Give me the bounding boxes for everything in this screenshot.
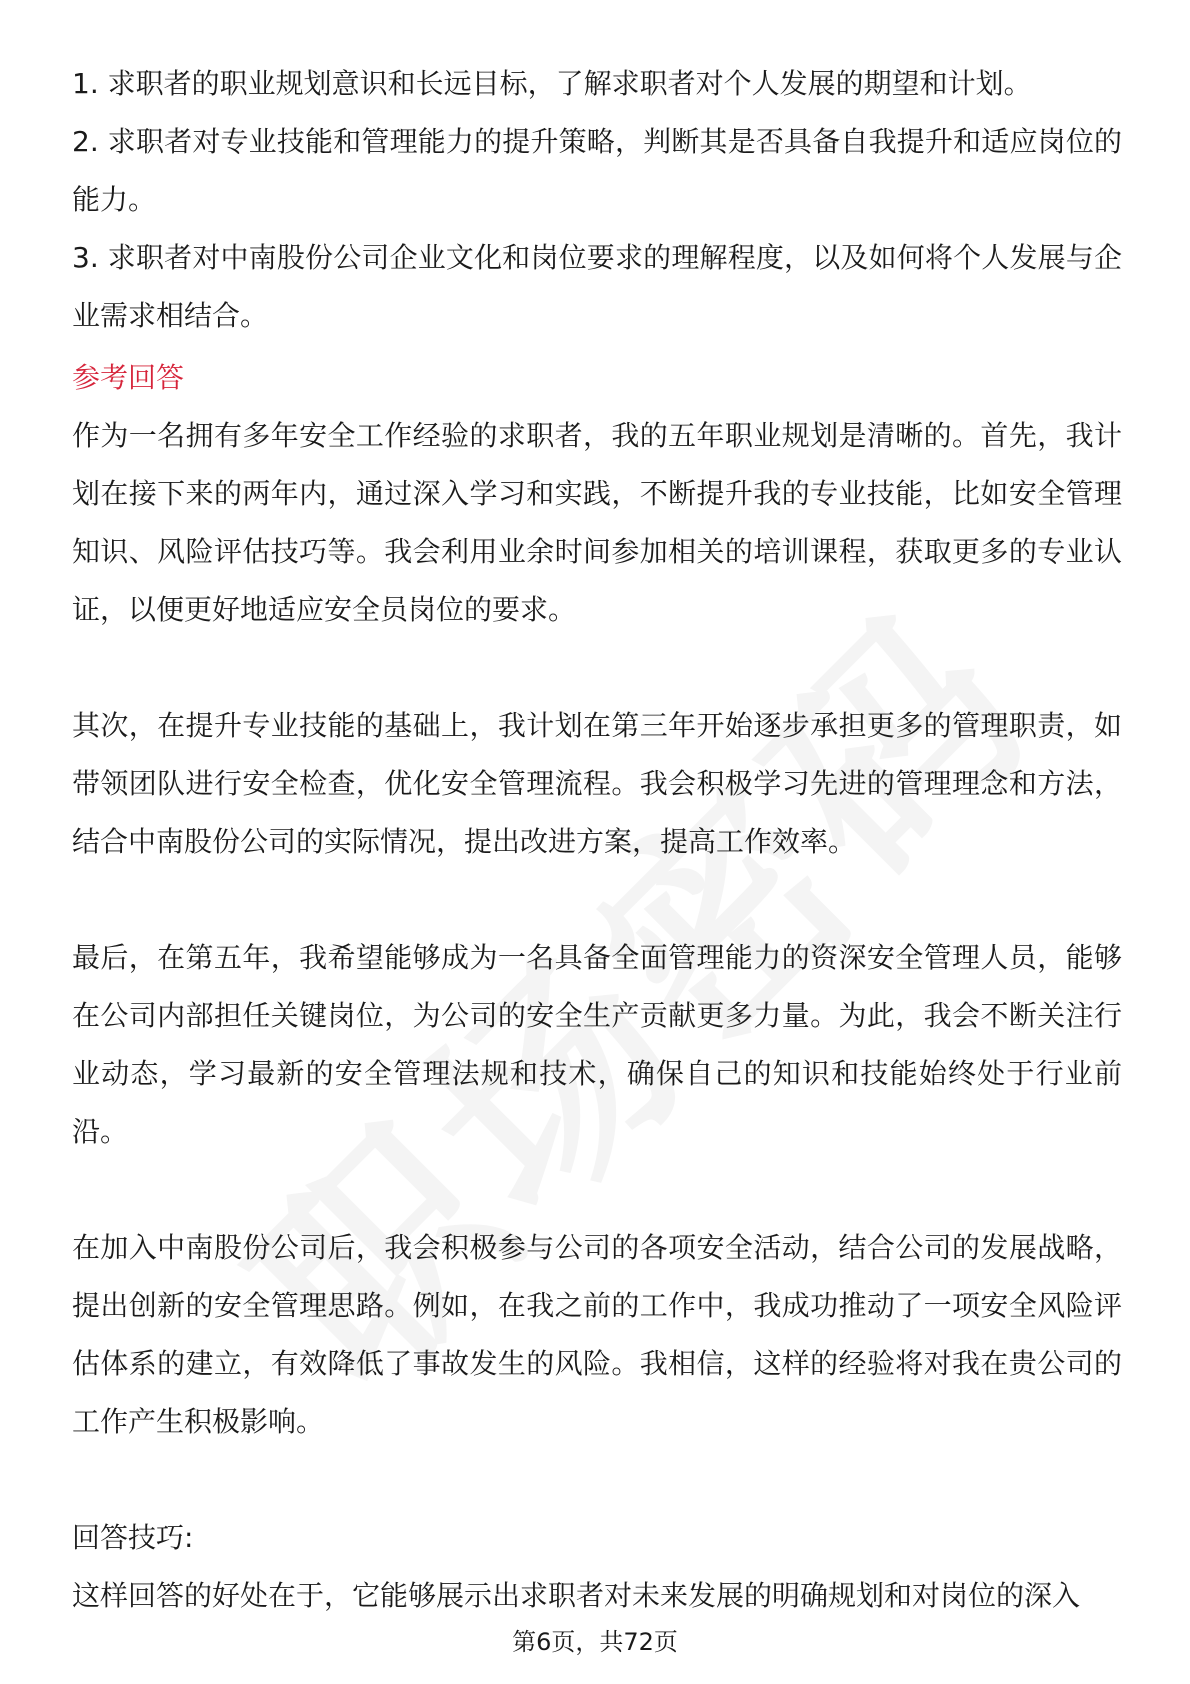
tips-text: 这样回答的好处在于，它能够展示出求职者对未来发展的明确规划和对岗位的深入 xyxy=(72,1579,1081,1612)
evaluation-point-3: 3. 求职者对中南股份公司企业文化和岗位要求的理解程度，以及如何将个人发展与企业需求相结合。 xyxy=(72,241,1122,332)
evaluation-point-2: 2. 求职者对专业技能和管理能力的提升策略，判断其是否具备自我提升和适应岗位的能力。 xyxy=(72,125,1122,216)
evaluation-point-1: 1. 求职者的职业规划意识和长远目标，了解求职者对个人发展的期望和计划。 xyxy=(72,67,1032,100)
document-body xyxy=(72,55,1122,1625)
answer-paragraph-1: 作为一名拥有多年安全工作经验的求职者，我的五年职业规划是清晰的。首先，我计划在接下来的两年内，通过深入学习和实践，不断提升我的专业技能，比如安全管理知识、风险评估技巧等。我会利用业余时间参加相关的培训课程，获取更多的专业认证，以便更好地适应安全员岗位的要求。 xyxy=(72,419,1122,626)
answer-paragraph-2: 其次，在提升专业技能的基础上，我计划在第三年开始逐步承担更多的管理职责，如带领团队进行安全检查，优化安全管理流程。我会积极学习先进的管理理念和方法，结合中南股份公司的实际情况，提出改进方案，提高工作效率。 xyxy=(72,709,1122,858)
reference-answer-title: 参考回答 xyxy=(72,361,185,394)
tips-title: 回答技巧: xyxy=(72,1521,194,1554)
page-number: 第6页，共72页 xyxy=(512,1628,678,1656)
answer-paragraph-4: 在加入中南股份公司后，我会积极参与公司的各项安全活动，结合公司的发展战略，提出创新的安全管理思路。例如，在我之前的工作中，我成功推动了一项安全风险评估体系的建立，有效降低了事故发生的风险。我相信，这样的经验将对我在贵公司的工作产生积极影响。 xyxy=(72,1231,1122,1438)
answer-paragraph-3: 最后，在第五年，我希望能够成为一名具备全面管理能力的资深安全管理人员，能够在公司内部担任关键岗位，为公司的安全生产贡献更多力量。为此，我会不断关注行业动态，学习最新的安全管理法规和技术，确保自己的知识和技能始终处于行业前沿。 xyxy=(72,941,1122,1148)
